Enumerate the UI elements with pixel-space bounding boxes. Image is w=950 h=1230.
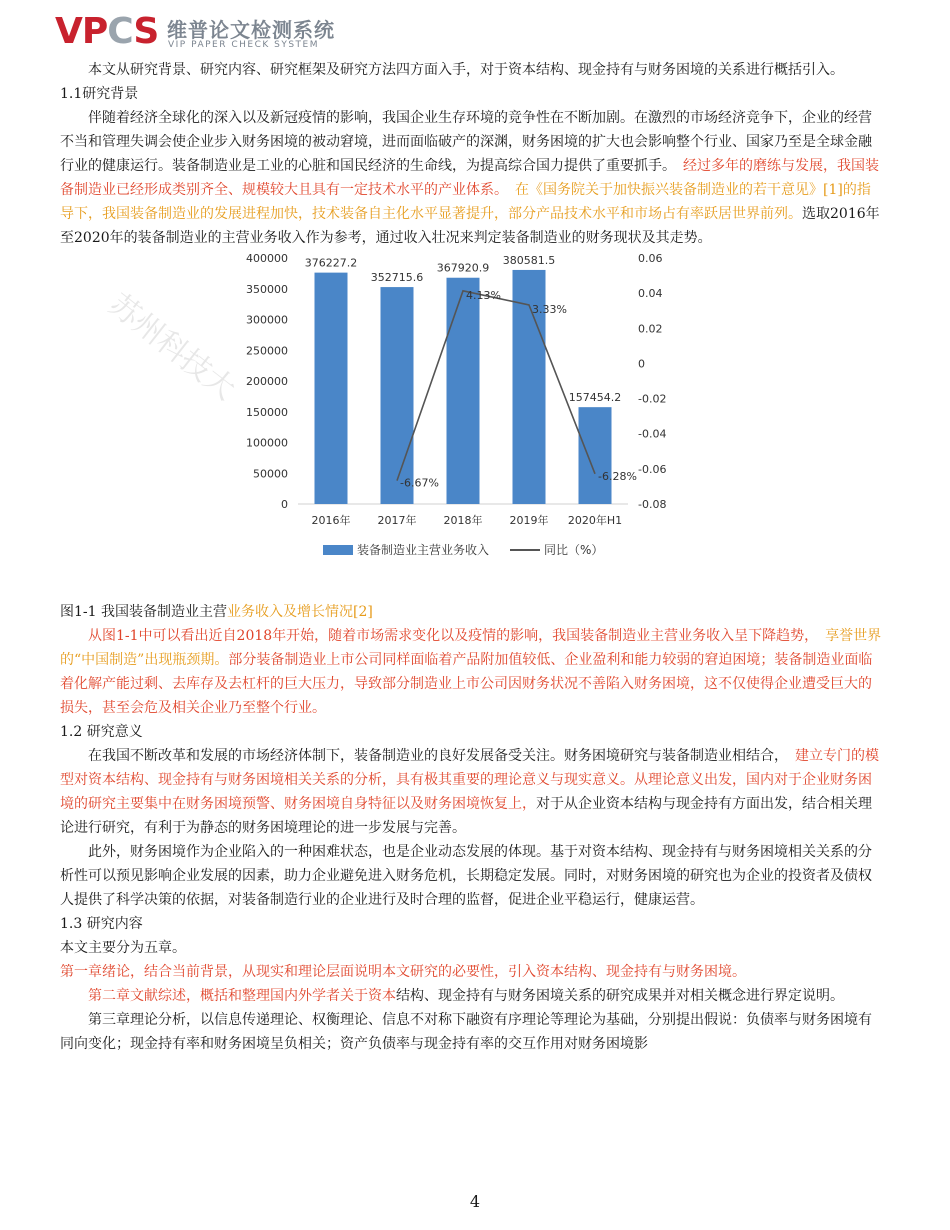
bar-value-label: 380581.5 <box>502 253 556 267</box>
y-left-tick-label: 350000 <box>246 282 288 296</box>
chart-svg <box>218 252 738 582</box>
y-left-tick-label: 200000 <box>246 375 288 388</box>
y-right-tick-label: -0.08 <box>638 498 667 511</box>
watermark-text: 苏州科技大 <box>102 287 242 408</box>
yoy-value-label: -6.67% <box>400 476 439 490</box>
logo-english-name: VIP PAPER CHECK SYSTEM <box>168 40 319 50</box>
section-heading-1-2: 1.2 研究意义 <box>60 724 143 740</box>
y-right-tick-label: -0.04 <box>638 427 667 441</box>
significance-paragraph-1: 在我国不断改革和发展的市场经济体制下，装备制造业的良好发展备受关注。财务困境研究与装备制造业相结合， 建立专门的模型对资本结构、现金持有与财务困境相关关系的分析，具有极其重要的理论意义与现实意义。从理论意义出发，国内对于企业财务困境的研究主要集中在财务困境预警、财务困境自身特征以及财务困境恢复上，对于从企业资本结构与现金持有方面出发，结合相关理论进行研究，有利于为静态的财务困境理论的进一步发展与完善。 <box>60 748 879 836</box>
y-left-tick-label: 400000 <box>246 252 288 265</box>
bar-value-label: 157454.2 <box>568 391 622 405</box>
y-right-tick-label: 0.06 <box>638 252 663 265</box>
vpcs-logo-mark: VPCS <box>55 11 159 52</box>
y-left-tick-label: 100000 <box>246 436 288 450</box>
bar <box>447 278 480 504</box>
x-tick-label: 2016年 <box>311 514 351 527</box>
legend-bar-swatch <box>323 545 353 555</box>
document-body <box>60 58 882 1056</box>
y-left-tick-label: 150000 <box>246 405 288 419</box>
y-right-tick-label: -0.02 <box>638 392 667 406</box>
legend-line-label: 同比（%） <box>544 543 604 557</box>
content-paragraph-chapter-2: 第二章文献综述，概括和整理国内外学者关于资本结构、现金持有与财务困境关系的研究成果并对相关概念进行界定说明。 <box>88 988 844 1004</box>
figure-caption: 图1-1 我国装备制造业主营业务收入及增长情况[2] <box>60 604 373 620</box>
y-left-tick-label: 0 <box>281 498 288 511</box>
bar-value-label: 352715.6 <box>370 271 424 285</box>
y-right-tick-label: 0.04 <box>638 287 663 301</box>
figure-analysis-paragraph: 从图1-1中可以看出近自2018年开始，随着市场需求变化以及疫情的影响，我国装备制造业主营业务收入呈下降趋势， 享誉世界的“中国制造”出现瓶颈期。部分装备制造业上市公司同样面临着产品附加值较低、企业盈利和能力较弱的窘迫困境；装备制造业面临着化解产能过剩、去库存及去杠杆的巨大压力，导致部分制造业上市公司因财务状况不善陷入财务困境，这不仅使得企业遭受巨大的损失，甚至会危及相关企业乃至整个行业。 <box>60 628 882 716</box>
y-right-tick-label: -0.06 <box>638 462 667 476</box>
content-paragraph-chapter-3: 第三章理论分析，以信息传递理论、权衡理论、信息不对称下融资有序理论等理论为基础，分别提出假说：负债率与财务困境有同向变化；现金持有率和财务困境呈负相关；资产负债率与现金持有率的交互作用对财务困境影 <box>60 1012 872 1052</box>
logo-chinese-name: 维普论文检测系统 <box>167 18 335 42</box>
vpcs-logo <box>55 10 355 54</box>
intro-paragraph: 本文从研究背景、研究内容、研究框架及研究方法四方面入手，对于资本结构、现金持有与财务困境的关系进行概括引入。 <box>88 62 844 78</box>
legend-bar-label: 装备制造业主营业务收入 <box>357 543 490 557</box>
content-line-chapter-1: 第一章绪论，结合当前背景，从现实和理论层面说明本文研究的必要性，引入资本结构、现金持有与财务困境。 <box>60 964 746 980</box>
yoy-line <box>397 288 595 481</box>
bar-value-label: 376227.2 <box>304 256 358 270</box>
bar-value-label: 367920.9 <box>436 261 490 275</box>
x-tick-label: 2017年 <box>377 514 417 527</box>
section-heading-1-1: 1.1研究背景 <box>60 86 139 102</box>
bar <box>579 407 612 504</box>
bar <box>315 273 348 504</box>
yoy-value-label: -6.28% <box>598 469 637 483</box>
x-tick-label: 2018年 <box>443 514 483 527</box>
y-left-tick-label: 50000 <box>253 467 288 481</box>
section-heading-1-3: 1.3 研究内容 <box>60 916 143 932</box>
y-left-tick-label: 300000 <box>246 313 288 327</box>
background-paragraph: 伴随着经济全球化的深入以及新冠疫情的影响，我国企业生存环境的竞争性在不断加剧。在激烈的市场经济竞争下，企业的经营不当和管理失调会使企业步入财务困境的被动窘境，进而面临破产的深渊，财务困境的扩大也会影响整个行业、国家乃至是全球金融行业的健康运行。装备制造业是工业的心脏和国民经济的生命线，为提高综合国力提供了重要抓手。 经过多年的磨练与发展，我国装备制造业已经形成类别齐全、规模较大且具有一定技术水平的产业体系。 在《国务院关于加快振兴装备制造业的若干意见》[1]的指导下，我国装备制造业的发展进程加快，技术装备自主化水平显著提升，部分产品技术水平和市场占有率跃居世界前列。选取2016年至2020年的装备制造业的主营业务收入作为参考，通过收入壮况来判定装备制造业的财务现状及其走势。 <box>60 110 880 246</box>
y-right-tick-label: 0 <box>638 357 645 371</box>
yoy-value-label: 4.13% <box>466 288 501 302</box>
revenue-chart <box>60 252 882 582</box>
significance-paragraph-2: 此外，财务困境作为企业陷入的一种困难状态，也是企业动态发展的体现。基于对资本结构、现金持有与财务困境相关关系的分析性可以预见影响企业发展的因素，助力企业避免进入财务危机，长期稳定发展。同时，对财务困境的研究也为企业的投资者及债权人提供了科学决策的依据，对装备制造行业的企业进行及时合理的监督，促进企业平稳运行，健康运营。 <box>60 844 872 908</box>
page-number: 4 <box>469 1192 481 1211</box>
yoy-value-label: 3.33% <box>532 302 567 316</box>
y-left-tick-label: 250000 <box>246 344 288 358</box>
y-right-tick-label: 0.02 <box>638 322 663 336</box>
x-tick-label: 2020年H1 <box>567 514 623 527</box>
bar <box>381 287 414 504</box>
x-tick-label: 2019年 <box>509 514 549 527</box>
content-line-1: 本文主要分为五章。 <box>60 940 186 956</box>
